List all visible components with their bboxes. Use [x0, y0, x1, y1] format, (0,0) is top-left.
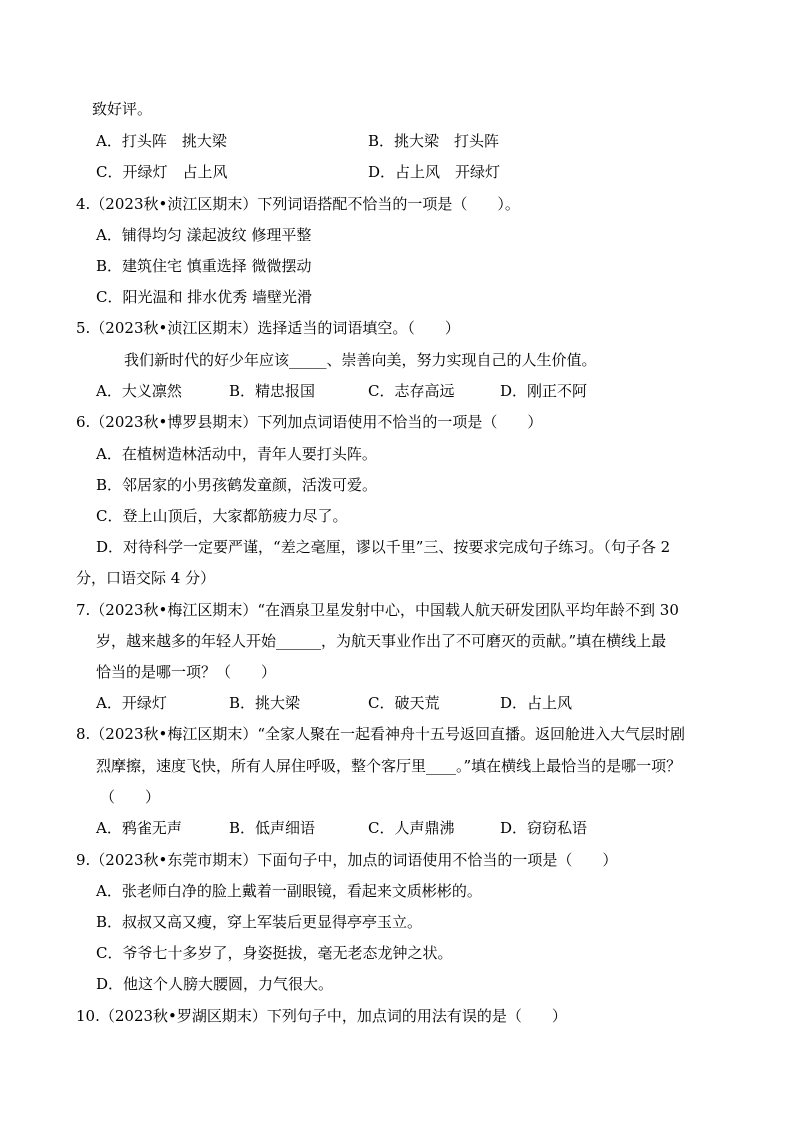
q7-stem-line2: 岁，越来越多的年轻人开始______，为航天事业作出了不可磨灭的贡献。”填在横线上最	[96, 632, 667, 650]
q6-option-d: D．对待科学一定要严谨，“差之毫厘，谬以千里”三、按要求完成句子练习。（句子各 2	[96, 538, 671, 556]
q8-option-d: D．窃窃私语	[500, 819, 588, 837]
q9-option-d: D．他这个人膀大腰圆，力气很大。	[96, 975, 334, 993]
q8-option-b: B．低声细语	[229, 819, 316, 837]
q10-stem: 10.（2023秋•罗湖区期末）下列句子中，加点词的用法有误的是（ ）	[76, 1007, 567, 1025]
q3-stem-tail: 致好评。	[92, 100, 153, 118]
q7-option-a: A．开绿灯	[96, 694, 167, 712]
q8-stem-line2: 烈摩擦，速度飞快，所有人屏住呼吸，整个客厅里____。”填在横线上最恰当的是哪一项？	[96, 757, 682, 775]
q5-option-a: A．大义凛然	[96, 382, 182, 400]
q6-option-a: A．在植树造林活动中，青年人要打头阵。	[96, 445, 377, 463]
q7-option-b: B．挑大梁	[229, 694, 301, 712]
q4-stem: 4.（2023秋•浈江区期末）下列词语搭配不恰当的一项是（ ）。	[76, 195, 520, 213]
q3-option-c: C．开绿灯 占上风	[96, 163, 228, 181]
q4-option-c: C．阳光温和 排水优秀 墙壁光滑	[96, 288, 313, 306]
q7-stem-line3: 恰当的是哪一项？（ ）	[96, 663, 277, 681]
q3-option-a: A．打头阵 挑大梁	[96, 132, 227, 150]
q9-stem: 9.（2023秋•东莞市期末）下面句子中，加点的词语使用不恰当的一项是（ ）	[76, 851, 618, 869]
q9-option-c: C．爷爷七十多岁了，身姿挺拔，毫无老态龙钟之状。	[96, 944, 453, 962]
q7-option-d: D．占上风	[500, 694, 573, 712]
q6-option-b: B．邻居家的小男孩鹤发童颜，活泼可爱。	[96, 476, 378, 494]
q8-stem-line1: 8.（2023秋•梅江区期末）“全家人聚在一起看神舟十五号返回直播。返回舱进入大气层时剧	[76, 725, 686, 743]
q3-option-d: D．占上风 开绿灯	[368, 163, 501, 181]
q5-option-b: B．精忠报国	[229, 382, 316, 400]
q9-option-a: A．张老师白净的脸上戴着一副眼镜，看起来文质彬彬的。	[96, 882, 482, 900]
q3-option-b: B．挑大梁 打头阵	[368, 132, 500, 150]
q6-option-d-continued: 分，口语交际 4 分）	[76, 569, 216, 587]
q5-option-c: C．志存高远	[368, 382, 455, 400]
q8-option-c: C．人声鼎沸	[368, 819, 455, 837]
q9-option-b: B．叔叔又高又瘦，穿上军装后更显得亭亭玉立。	[96, 913, 423, 931]
q6-option-c: C．登上山顶后，大家都筋疲力尽了。	[96, 507, 348, 525]
q5-sentence: 我们新时代的好少年应该_____、崇善向美，努力实现自己的人生价值。	[124, 351, 597, 369]
q6-stem: 6.（2023秋•博罗县期末）下列加点词语使用不恰当的一项是（ ）	[76, 413, 543, 431]
q4-option-b: B．建筑住宅 慎重选择 微微摆动	[96, 257, 312, 275]
q5-stem: 5.（2023秋•浈江区期末）选择适当的词语填空。（ ）	[76, 319, 460, 337]
q7-stem-line1: 7.（2023秋•梅江区期末）“在酒泉卫星发射中心，中国载人航天研发团队平均年龄不到 30	[76, 601, 679, 619]
q8-stem-line3: （ ）	[100, 788, 161, 806]
q8-option-a: A．鸦雀无声	[96, 819, 182, 837]
q4-option-a: A．铺得均匀 漾起波纹 修理平整	[96, 226, 312, 244]
q7-option-c: C．破天荒	[368, 694, 440, 712]
q5-option-d: D．刚正不阿	[500, 382, 588, 400]
